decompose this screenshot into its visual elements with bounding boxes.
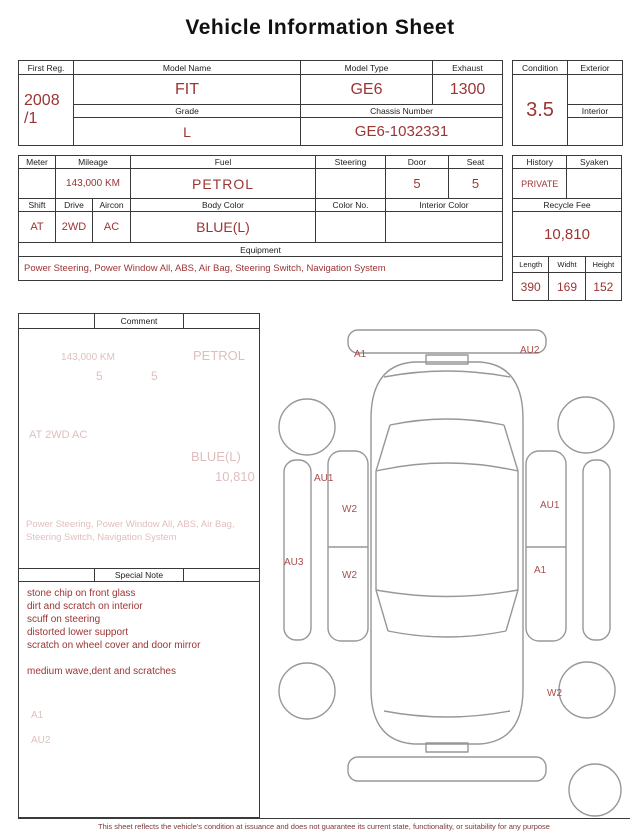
meter-label: Meter bbox=[19, 156, 56, 169]
ghost-text: Power Steering, Power Window All, ABS, Air Bag, Steering Switch, Navigation System bbox=[26, 519, 235, 543]
ghost-text: 5 bbox=[96, 369, 103, 383]
right-sill-panel bbox=[583, 460, 610, 640]
condition-score: 3.5 bbox=[513, 75, 568, 146]
rear-pillar-left bbox=[376, 590, 388, 631]
recycle-fee-label: Recycle Fee bbox=[513, 199, 622, 212]
special-note-line: dirt and scratch on interior bbox=[27, 601, 143, 612]
ghost-text: PETROL bbox=[193, 348, 246, 363]
car-diagram-svg bbox=[264, 313, 630, 818]
ghost-text: 10,810 bbox=[215, 469, 255, 484]
mileage-value: 143,000 KM bbox=[56, 169, 131, 199]
exterior-label: Exterior bbox=[568, 61, 623, 75]
rear-window-bottom bbox=[388, 631, 506, 637]
first-reg-year: 2008 bbox=[24, 92, 60, 110]
interior-value bbox=[568, 118, 623, 146]
special-note-line: medium wave,dent and scratches bbox=[27, 666, 176, 677]
comment-header bbox=[19, 314, 259, 329]
shift-value: AT bbox=[19, 212, 56, 243]
syaken-label: Syaken bbox=[567, 156, 622, 169]
aircon-label: Aircon bbox=[93, 199, 131, 212]
damage-label: AU2 bbox=[520, 345, 540, 356]
length-value: 390 bbox=[513, 273, 549, 301]
width-label: Widht bbox=[549, 257, 585, 273]
model-name-value: FIT bbox=[74, 75, 301, 105]
damage-label: A1 bbox=[354, 349, 367, 360]
drive-value: 2WD bbox=[56, 212, 93, 243]
equipment-value: Power Steering, Power Window All, ABS, Air Bag, Steering Switch, Navigation System bbox=[19, 257, 503, 281]
fuel-value: PETROL bbox=[131, 169, 316, 199]
body-color-value: BLUE(L) bbox=[131, 212, 316, 243]
height-label: Height bbox=[586, 257, 622, 273]
comment-panel bbox=[18, 313, 260, 818]
color-no-label: Color No. bbox=[316, 199, 386, 212]
body-color-label: Body Color bbox=[131, 199, 316, 212]
aircon-value: AC bbox=[93, 212, 131, 243]
history-value: PRIVATE bbox=[513, 169, 567, 199]
ghost-text: AT 2WD AC bbox=[29, 429, 88, 441]
damage-label: W2 bbox=[342, 570, 357, 581]
rear-pillar-right bbox=[506, 590, 518, 631]
wheel-front-left bbox=[279, 399, 335, 455]
model-type-label: Model Type bbox=[301, 61, 433, 75]
windshield-pillar-left bbox=[376, 425, 390, 471]
special-note-line: scratch on wheel cover and door mirror bbox=[27, 640, 201, 651]
hood-line bbox=[384, 371, 510, 377]
ghost-text: AU2 bbox=[31, 735, 51, 746]
chassis-value: GE6-1032331 bbox=[301, 118, 503, 146]
rear-bumper bbox=[348, 757, 546, 781]
windshield-pillar-right bbox=[504, 425, 518, 471]
model-type-value: GE6 bbox=[301, 75, 433, 105]
special-note-label: Special Note bbox=[94, 569, 184, 581]
comment-label: Comment bbox=[94, 314, 185, 328]
special-note-line bbox=[27, 652, 251, 665]
spare-tire bbox=[569, 764, 621, 816]
damage-label: W2 bbox=[342, 504, 357, 515]
special-note-header bbox=[19, 568, 259, 582]
height-value: 152 bbox=[586, 273, 622, 301]
exterior-value bbox=[568, 75, 623, 105]
registration-table bbox=[18, 60, 503, 146]
ghost-text: 143,000 KM bbox=[61, 352, 115, 363]
model-name-label: Model Name bbox=[74, 61, 301, 75]
seat-label: Seat bbox=[449, 156, 503, 169]
grade-label: Grade bbox=[74, 105, 301, 118]
damage-label: AU1 bbox=[540, 500, 560, 511]
spec-table bbox=[18, 155, 503, 281]
damage-label: W2 bbox=[547, 688, 562, 699]
damage-label: AU1 bbox=[314, 473, 334, 484]
wheel-front-right bbox=[558, 397, 614, 453]
condition-table bbox=[512, 60, 623, 146]
first-reg-value bbox=[19, 75, 74, 146]
comment-body bbox=[19, 329, 259, 568]
page-title: Vehicle Information Sheet bbox=[185, 16, 455, 39]
exhaust-value: 1300 bbox=[433, 75, 503, 105]
syaken-value bbox=[567, 169, 622, 199]
interior-color-label: Interior Color bbox=[386, 199, 503, 212]
left-door-panel bbox=[328, 451, 368, 641]
equipment-label: Equipment bbox=[19, 243, 503, 257]
right-door-panel bbox=[526, 451, 566, 641]
special-note-body bbox=[19, 582, 259, 746]
left-sill-panel bbox=[284, 460, 311, 640]
hatch-line bbox=[384, 711, 510, 717]
footer-disclaimer: This sheet reflects the vehicle's condition at issuance and does not guarantee its current state, functionality, or suitability for any purpose bbox=[98, 822, 550, 831]
special-note-line: scuff on steering bbox=[27, 614, 101, 625]
history-table bbox=[512, 155, 622, 301]
front-bumper bbox=[348, 330, 546, 353]
special-note-line: distorted lower support bbox=[27, 627, 129, 638]
first-reg-month: /1 bbox=[24, 110, 38, 127]
car-diagram bbox=[264, 313, 630, 818]
fuel-label: Fuel bbox=[131, 156, 316, 169]
windshield-bottom bbox=[376, 463, 518, 471]
ghost-text: BLUE(L) bbox=[191, 449, 241, 464]
bottom-divider bbox=[18, 818, 630, 819]
interior-color-value bbox=[386, 212, 503, 243]
meter-value bbox=[19, 169, 56, 199]
shift-label: Shift bbox=[19, 199, 56, 212]
history-label: History bbox=[513, 156, 567, 169]
grade-value: L bbox=[74, 118, 301, 146]
wheel-rear-left bbox=[279, 663, 335, 719]
drive-label: Drive bbox=[56, 199, 93, 212]
exhaust-label: Exhaust bbox=[433, 61, 503, 75]
color-no-value bbox=[316, 212, 386, 243]
ghost-text: A1 bbox=[31, 710, 44, 721]
steering-value bbox=[316, 169, 386, 199]
windshield-top bbox=[390, 419, 504, 425]
chassis-label: Chassis Number bbox=[301, 105, 503, 118]
door-value: 5 bbox=[386, 169, 449, 199]
rear-window-top bbox=[376, 590, 518, 597]
length-label: Length bbox=[513, 257, 549, 273]
damage-label: AU3 bbox=[284, 557, 304, 568]
door-label: Door bbox=[386, 156, 449, 169]
first-reg-label: First Reg. bbox=[19, 61, 74, 75]
wheel-rear-right bbox=[559, 662, 615, 718]
interior-label: Interior bbox=[568, 105, 623, 118]
ghost-text: 5 bbox=[151, 369, 158, 383]
seat-value: 5 bbox=[449, 169, 503, 199]
special-note-line: stone chip on front glass bbox=[27, 588, 136, 599]
condition-label: Condition bbox=[513, 61, 568, 75]
recycle-fee-value: 10,810 bbox=[513, 212, 622, 257]
steering-label: Steering bbox=[316, 156, 386, 169]
damage-label: A1 bbox=[534, 565, 547, 576]
width-value: 169 bbox=[549, 273, 585, 301]
mileage-label: Mileage bbox=[56, 156, 131, 169]
